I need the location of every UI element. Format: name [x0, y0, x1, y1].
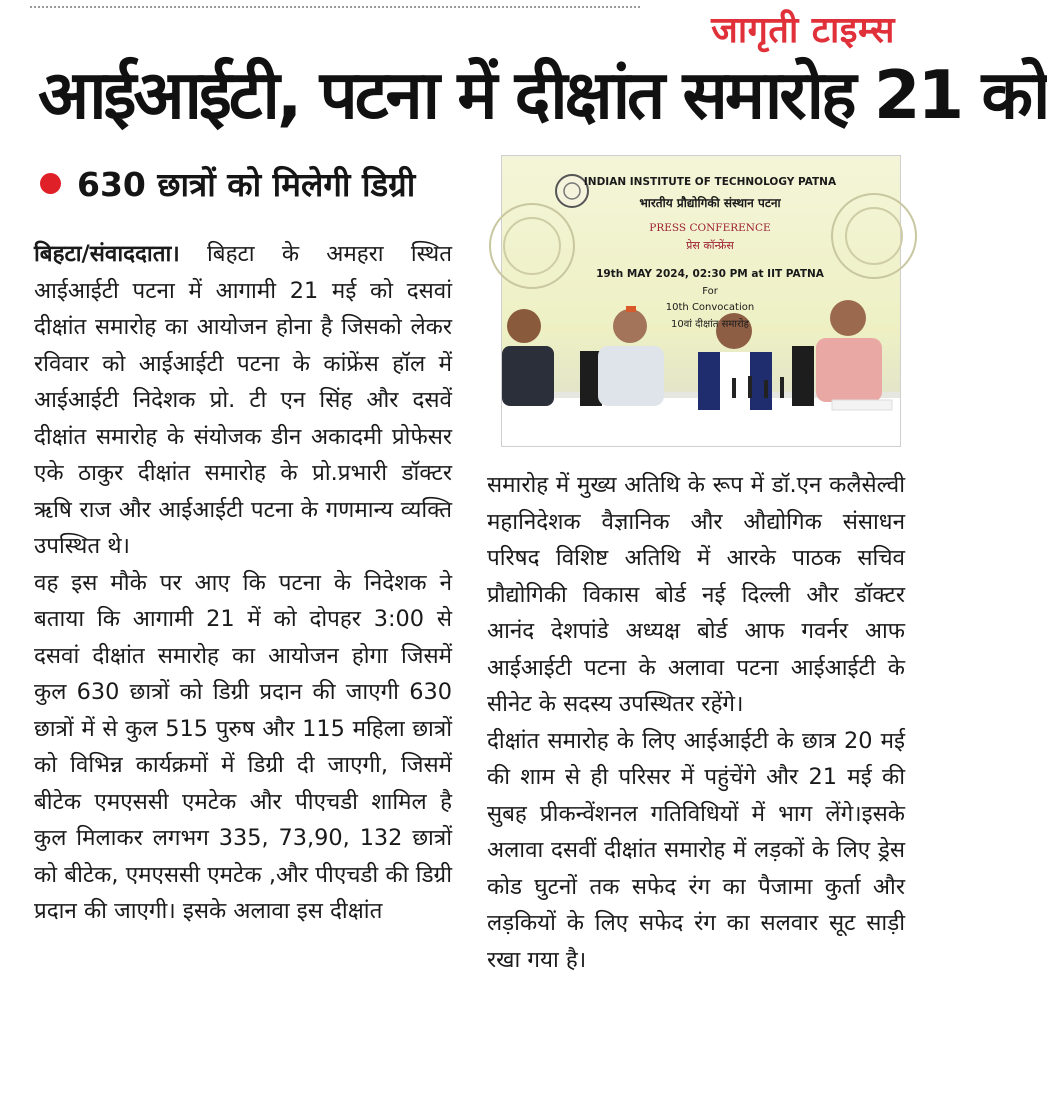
article-paragraph-2: वह इस मौके पर आए कि पटना के निदेशक ने बताया कि आगामी 21 में को दोपहर 3:00 से दसवां दीक्षांत समारोह का आयोजन होगा जिसमें कुल 630 छात्रों को डिग्री प्रदान की जाएगी 630 छात्रों में से कुल 515 पुरुष और 115 महिला छात्रों को विभिन्न कार्यक्रमों में डिग्री दी जाएगी, जिसमें बीटेक एमएससी एमटेक और पीएचडी शामिल है कुल मिलाकर लगभग 335, 73,90, 132 छात्रों को बीटेक, एमएससी एमटेक ,और पीएचडी की डिग्री प्रदान की जाएगी। इसके अलावा इस दीक्षांत: [34, 569, 452, 924]
red-bullet-icon: [40, 173, 61, 194]
subheadline: [40, 158, 415, 208]
banner-mandala-left-inner: [504, 218, 560, 274]
article-paragraph-3: समारोह में मुख्य अतिथि के रूप में डॉ.एन कलैसेल्वी महानिदेशक वैज्ञानिक और औद्योगिक संसाधन परिषद विशिष्ट अतिथि में आरके पाठक सचिव प्रौद्योगिकी विकास बोर्ड नई दिल्ली और डॉक्टर आनंद देशपांडे अध्यक्ष बोर्ड आफ गवर्नर आफ आईआईटी पटना के अलावा पटना आईआईटी के सीनेट के सदस्य उपस्थितर रहेंगे।: [487, 472, 905, 717]
article-paragraph-1: [34, 236, 452, 565]
article-column-right: [487, 467, 905, 978]
person-3-jacket-left: [698, 352, 720, 410]
newspaper-masthead: जागृती टाइम्स: [711, 10, 895, 51]
person-1-shirt: [502, 346, 554, 406]
microphone-3-icon: [764, 380, 768, 398]
paragraph-1-text: बिहटा के अमहरा स्थित आईआईटी पटना में आगामी 21 मई को दसवां दीक्षांत समारोह का आयोजन होना है जिसको लेकर रविवार को आईआईटी पटना के कांफ्रेंस हॉल में आईआईटी निदेशक प्रो. टी एन सिंह और दसवें दीक्षांत समारोह के संयोजक डीन अकादमी प्रोफेसर एके ठाकुर दीक्षांत समारोह के प्रो.प्रभारी डॉक्टर ऋषि राज और आईआईटी पटना के गणमान्य व्यक्ति उपस्थित थे।: [34, 241, 452, 559]
person-1-head: [507, 309, 541, 343]
previous-article-edge: [30, 0, 640, 8]
banner-mandala-right-inner: [846, 208, 902, 264]
banner-line-2: भारतीय प्रौद्योगिकी संस्थान पटना: [639, 196, 781, 210]
dateline: बिहटा/संवाददाता।: [34, 241, 180, 267]
banner-line-1: INDIAN INSTITUTE OF TECHNOLOGY PATNA: [583, 176, 837, 188]
papers: [832, 400, 892, 410]
headline: आईआईटी, पटना में दीक्षांत समारोह 21 को: [38, 56, 1047, 134]
subheadline-text: 630 छात्रों को मिलेगी डिग्री: [77, 164, 416, 204]
microphone-1-icon: [732, 378, 736, 398]
chair-right: [792, 346, 814, 406]
person-3-jacket-right: [750, 352, 772, 410]
banner-line-5: 19th MAY 2024, 02:30 PM at IIT PATNA: [596, 268, 824, 280]
press-conference-photo: [501, 155, 901, 447]
article-paragraph-4: दीक्षांत समारोह के लिए आईआईटी के छात्र 20 मई की शाम से ही परिसर में पहुंचेंगे और 21 मई की सुबह प्रीकन्वेंशनल गतिविधियों में भाग लेंगे।इसके अलावा दसवीं दीक्षांत समारोह में लड़कों के लिए ड्रेस कोड घुटनों तक सफेद रंग का पैजामा कुर्ता और लड़कियों के लिए सफेद रंग का सलवार सूट साड़ी रखा गया है।: [487, 727, 905, 973]
person-4-shirt: [816, 338, 882, 402]
microphone-2-icon: [748, 376, 752, 398]
banner-line-6: For: [702, 286, 718, 297]
banner-line-4: प्रेस कॉन्फ्रेंस: [686, 239, 734, 252]
person-2-shirt: [598, 346, 664, 406]
banner-line-7: 10th Convocation: [665, 302, 755, 313]
banner-line-8: 10वां दीक्षांत समारोह: [671, 319, 749, 330]
article-column-left: [34, 236, 452, 930]
banner-line-3: PRESS CONFERENCE: [649, 222, 771, 234]
microphone-4-icon: [780, 377, 784, 398]
